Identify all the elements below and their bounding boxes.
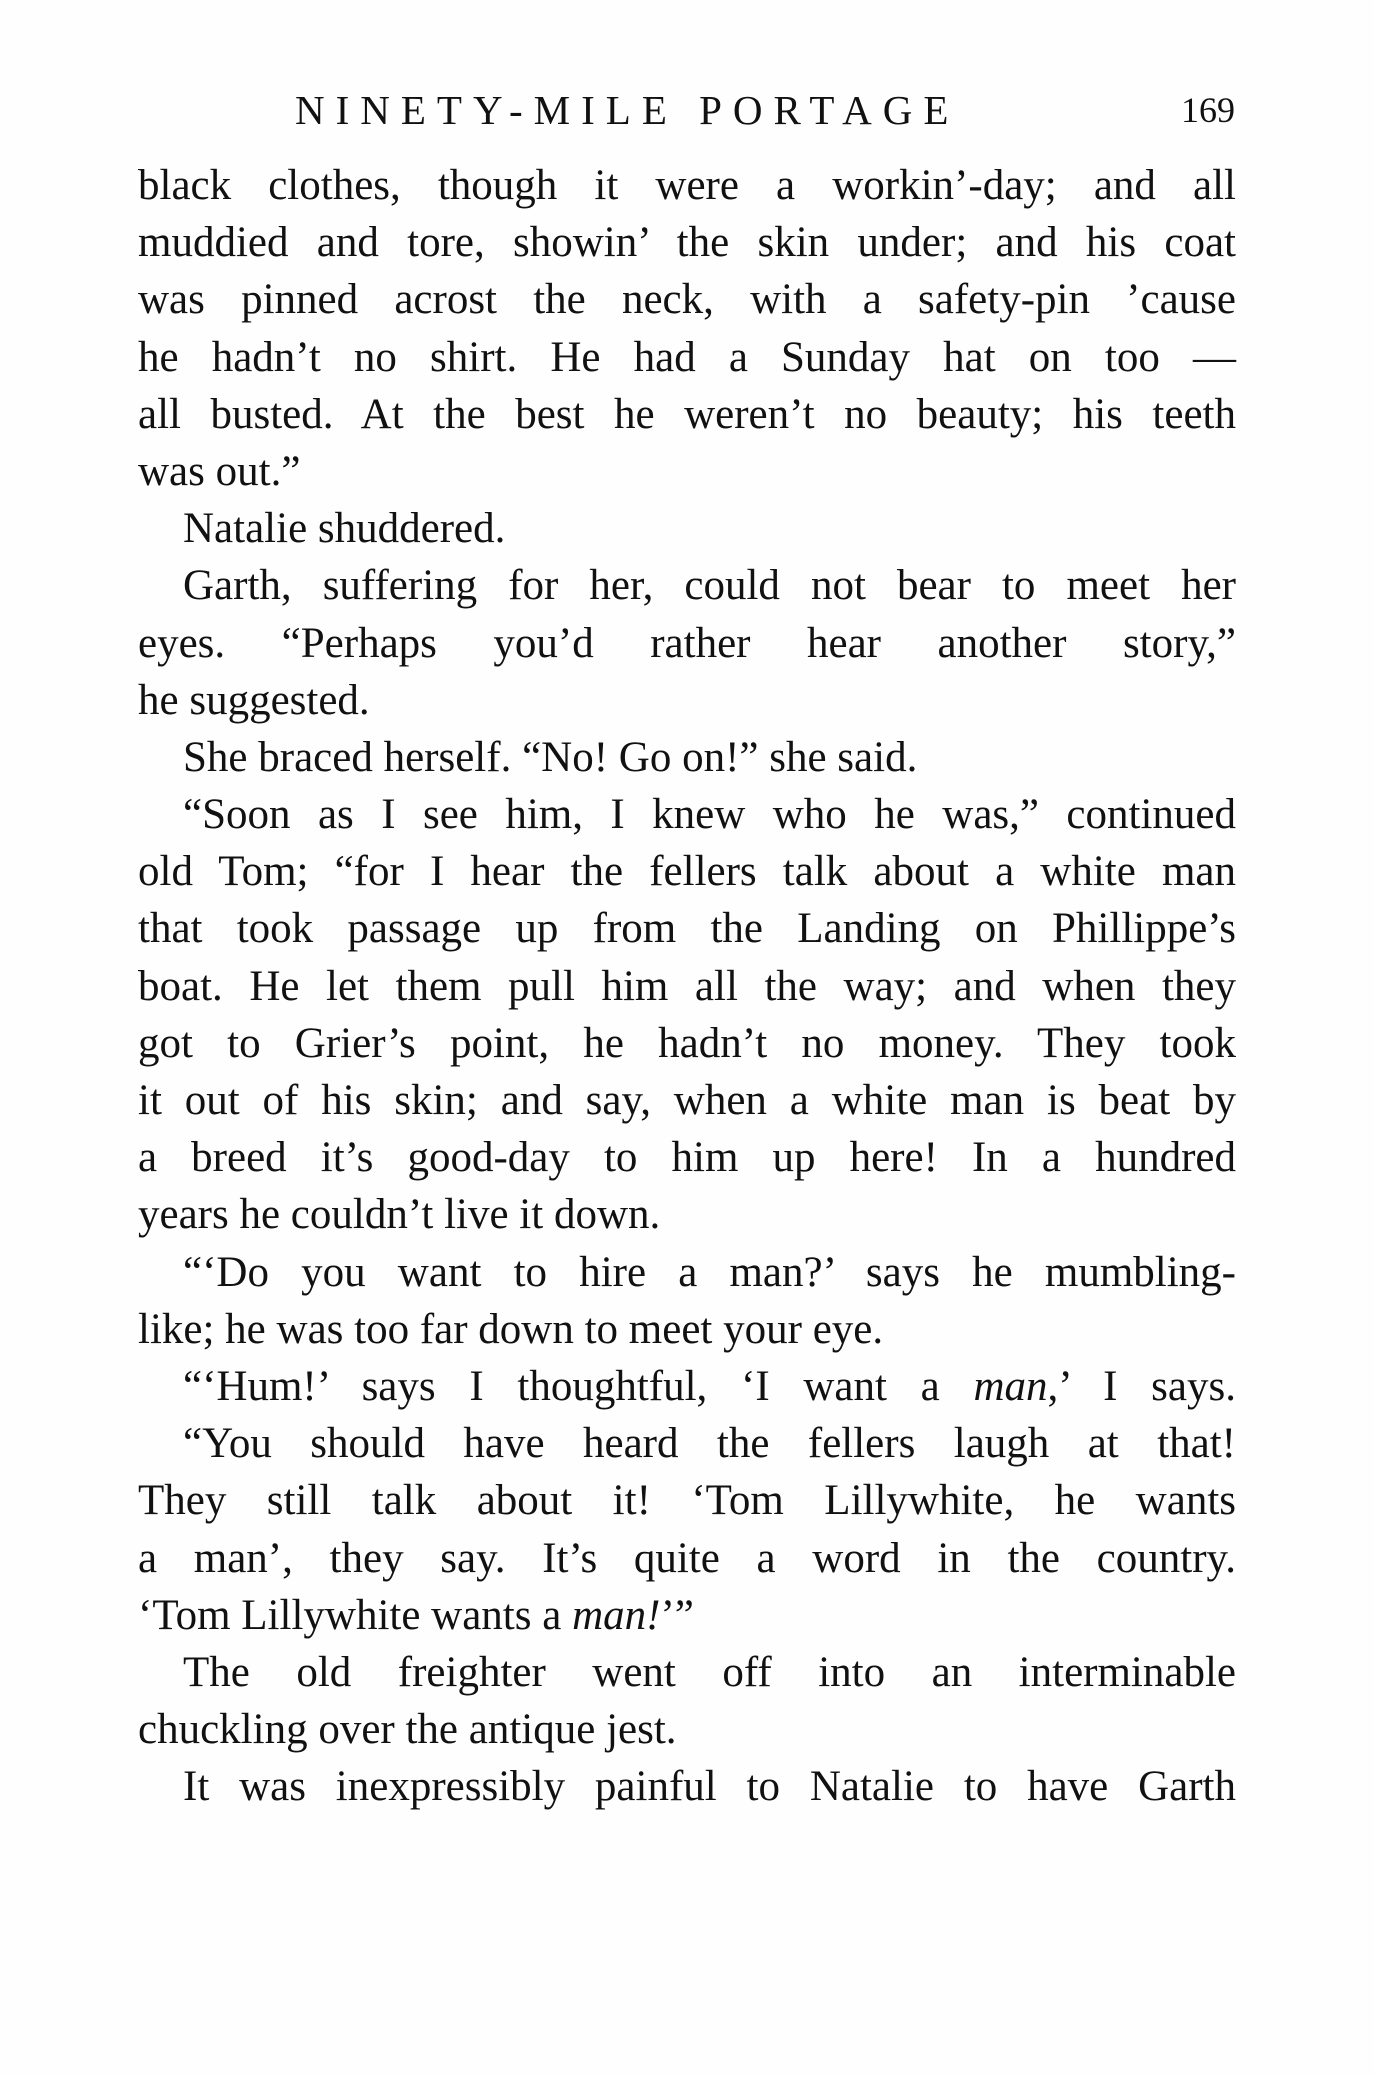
text-line: was out.” xyxy=(138,447,301,495)
text-line xyxy=(138,1587,1236,1644)
emphasis-text: man! xyxy=(572,1591,661,1639)
text-segment: ,’ I says. xyxy=(1047,1362,1236,1410)
text-line: It was inexpressibly painful to Natalie to have Garth xyxy=(183,1763,1236,1811)
text-line: boat. He let them pull him all the way; and when they xyxy=(138,962,1236,1010)
text-line: was pinned acrost the neck, with a safety-pin ’cause xyxy=(138,276,1236,324)
body-text xyxy=(138,157,1236,1815)
emphasis-text: man xyxy=(973,1362,1048,1410)
text-line: Natalie shuddered. xyxy=(183,505,506,553)
text-line: “‘Do you want to hire a man?’ says he mumbling- xyxy=(183,1248,1236,1296)
text-line: muddied and tore, showin’ the skin under; and his coat xyxy=(138,219,1236,267)
text-segment: “‘Hum!’ says I thoughtful, ‘I want a xyxy=(183,1362,940,1410)
text-line: old Tom; “for I hear the fellers talk about a white man xyxy=(138,848,1236,896)
text-segment: ‘Tom Lillywhite wants a xyxy=(138,1591,562,1639)
text-line: eyes. “Perhaps you’d rather hear another story,” xyxy=(138,619,1236,667)
text-line: it out of his skin; and say, when a white man is beat by xyxy=(138,1077,1236,1124)
text-line: They still talk about it! ‘Tom Lillywhite, he wants xyxy=(138,1477,1236,1525)
text-line: a breed it’s good-day to him up here! In a hundred xyxy=(138,1134,1236,1182)
text-line: got to Grier’s point, he hadn’t no money. They took xyxy=(138,1019,1236,1067)
text-segment: ’” xyxy=(660,1591,694,1639)
text-line xyxy=(138,1358,1236,1415)
text-line: chuckling over the antique jest. xyxy=(138,1706,677,1754)
text-line: all busted. At the best he weren’t no beauty; his teeth xyxy=(138,390,1236,438)
text-line: years he couldn’t live it down. xyxy=(138,1191,661,1239)
text-line: “Soon as I see him, I knew who he was,” continued xyxy=(183,791,1236,839)
text-line: Garth, suffering for her, could not bear to meet her xyxy=(183,562,1236,610)
text-line: She braced herself. “No! Go on!” she said. xyxy=(183,733,918,781)
text-line: The old freighter went off into an interminable xyxy=(183,1648,1236,1696)
text-line: that took passage up from the Landing on Phillippe’s xyxy=(138,905,1236,953)
running-title: NINETY-MILE PORTAGE xyxy=(295,87,960,133)
text-line: he hadn’t no shirt. He had a Sunday hat on too — xyxy=(138,333,1236,381)
text-line: “You should have heard the fellers laugh at that! xyxy=(183,1420,1236,1468)
text-line: like; he was too far down to meet your eye. xyxy=(138,1305,884,1353)
running-head xyxy=(295,80,1235,140)
page-number: 169 xyxy=(1181,90,1235,130)
text-line: he suggested. xyxy=(138,676,370,724)
text-line: black clothes, though it were a workin’-day; and all xyxy=(138,162,1236,209)
text-line: a man’, they say. It’s quite a word in the country. xyxy=(138,1534,1236,1582)
